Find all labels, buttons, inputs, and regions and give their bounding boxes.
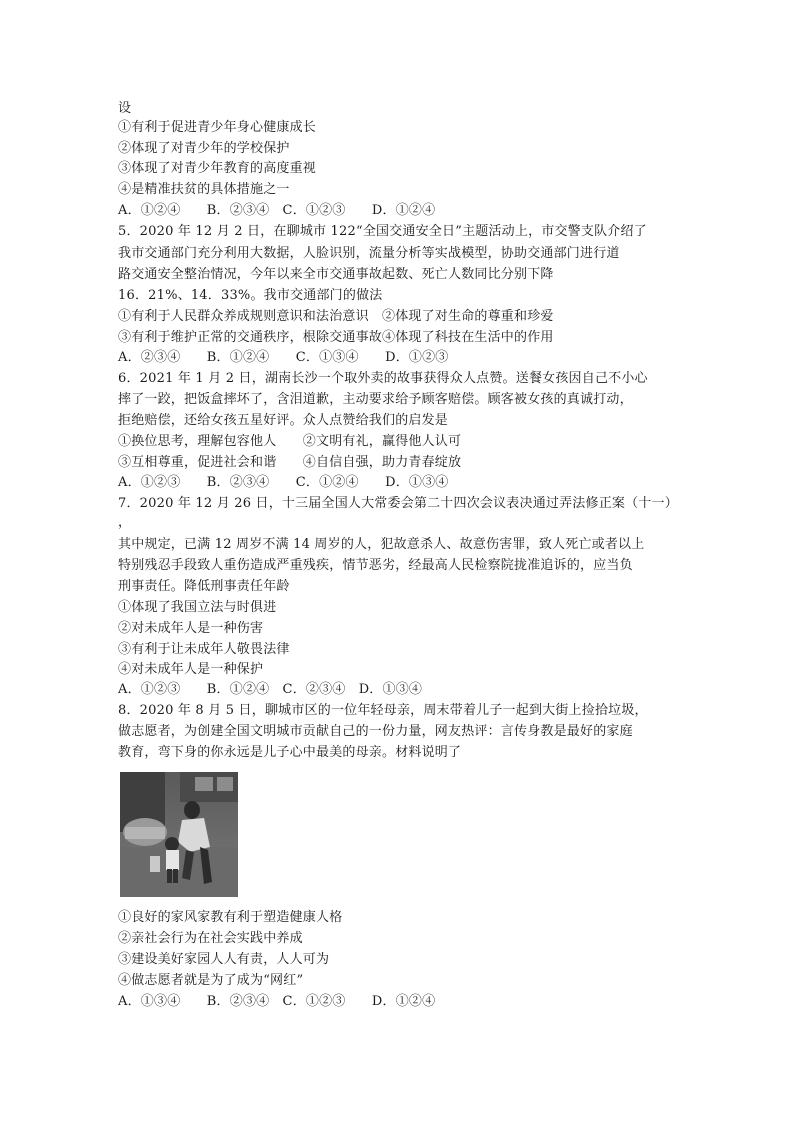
answer-options: A．①②③ B．②③④ C．①②④ D．①③④ [118, 475, 449, 490]
text-line: 教育，弯下身的你永远是儿子心中最美的母亲。材料说明了 [118, 745, 462, 760]
question-6: 6．2021 年 1 月 2 日，湖南长沙一个取外卖的故事获得众人点赞。送餐女孩因自己不小心 [118, 371, 648, 386]
text-line: 其中规定，已满 12 周岁不满 14 周岁的人，犯故意杀人、故意伤害罪，致人死亡或者以上 [118, 537, 645, 552]
text-line: ④做志愿者就是为了成为“网红” [118, 973, 304, 988]
photo-illustration [120, 772, 238, 897]
text-line: 路交通安全整治情况，今年以来全市交通事故起数、死亡人数同比分别下降 [118, 267, 554, 282]
text-line: 拒绝赔偿，还给女孩五星好评。众人点赞给我们的启发是 [118, 413, 449, 428]
text-line: ①有利于促进青少年身心健康成长 [118, 120, 317, 135]
text-line: ②亲社会行为在社会实践中养成 [118, 931, 303, 946]
text-line: ①良好的家风家教有利于塑造健康人格 [118, 910, 343, 925]
text-line: ②对未成年人是一种伤害 [118, 621, 264, 636]
text-line: ③有利于维护正常的交通秩序，根除交通事故④体现了科技在生活中的作用 [118, 330, 554, 345]
question-5: 5．2020 年 12 月 2 日，在聊城市 122“全国交通安全日”主题活动上，市交警支队介绍了 [118, 224, 647, 239]
text-line: ③体现了对青少年教育的高度重视 [118, 161, 317, 176]
answer-options: A．①②③ B．①②④ C．②③④ D．①③④ [118, 682, 423, 697]
text-line: ①有利于人民群众养成规则意识和法治意识 ②体现了对生命的尊重和珍爱 [118, 309, 554, 324]
text-line: ③有利于让未成年人敬畏法律 [118, 642, 290, 657]
text-line: 摔了一跤，把饭盒摔坏了，含泪道歉，主动要求给予顾客赔偿。顾客被女孩的真诚打动， [118, 392, 633, 407]
text-line: ③建设美好家园人人有责，人人可为 [118, 952, 330, 967]
text-line: 16．21%、14．33%。我市交通部门的做法 [118, 288, 383, 303]
question-7: 7．2020 年 12 月 26 日，十三届全国人大常委会第二十四次会议表决通过弄法修正案（十一） [118, 496, 678, 511]
answer-options: A．②③④ B．①②④ C．①③④ D．①②③ [118, 350, 449, 365]
text-line: 刑事责任。降低刑事责任年龄 [118, 579, 290, 594]
text-line: 特别残忍手段致人重伤造成严重残疾，情节恶劣，经最高人民检察院拢准追诉的，应当负 [118, 558, 633, 573]
text-line: ①换位思考，理解包容他人 ②文明有礼，赢得他人认可 [118, 434, 462, 449]
text-line: ④对未成年人是一种保护 [118, 662, 264, 677]
text-line: ②体现了对青少年的学校保护 [118, 141, 290, 156]
text-line: 设 [118, 101, 132, 116]
text-line: 做志愿者，为创建全国文明城市贡献自己的一份力量，网友热评：言传身教是最好的家庭 [118, 724, 633, 739]
text-line: ③互相尊重，促进社会和谐 ④自信自强，助力青春绽放 [118, 455, 462, 470]
answer-options: A．①②④ B．②③④ C．①②③ D．①②④ [118, 203, 436, 218]
text-line: ④是精准扶贫的具体措施之一 [118, 182, 290, 197]
answer-options: A．①③④ B．②③④ C．①②③ D．①②④ [118, 994, 436, 1009]
text-line: ， [118, 515, 132, 530]
question-8: 8．2020 年 8 月 5 日，聊城市区的一位年轻母亲，周末带着儿子一起到大街上捡拾垃圾， [118, 703, 648, 718]
text-line: ①体现了我国立法与时俱进 [118, 600, 277, 615]
text-line: 我市交通部门充分利用大数据，人脸识别，流量分析等实战模型，协助交通部门进行道 [118, 246, 620, 261]
volunteer-photo [120, 772, 238, 897]
